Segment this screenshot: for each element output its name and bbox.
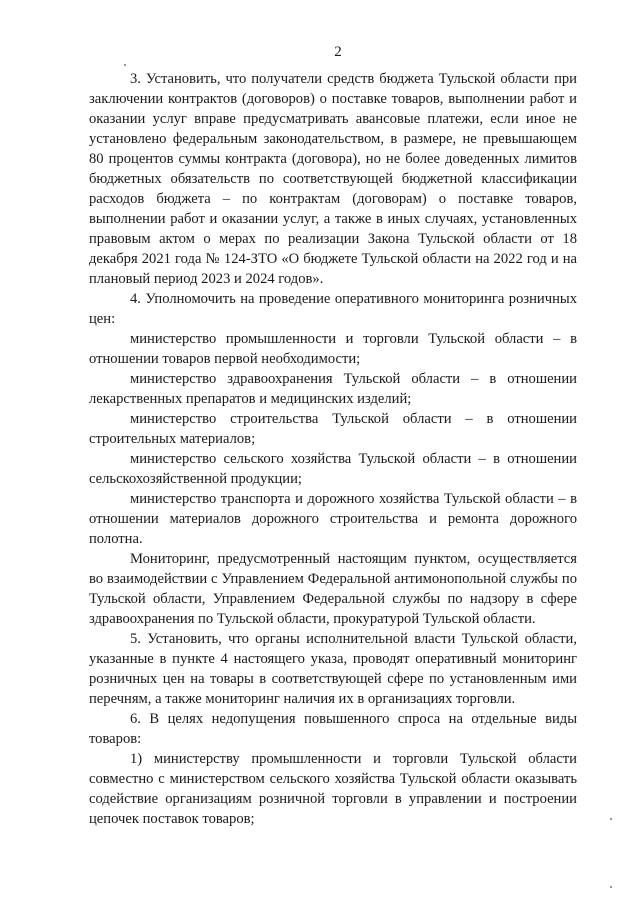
paragraph-5-executive-bodies: 5. Установить, что органы исполнительной власти Тульской области, указанные в пункте 4 настоящего указа, проводят оперативный мониторинг розничных цен на товары в соответствующей сфере по установленным ими перечням, а также мониторинг наличия их в организациях торговли. <box>89 631 577 707</box>
item-ministry-industry-trade: министерство промышленности и торговли Тульской области – в отношении товаров первой необходимости; <box>89 331 577 367</box>
subitem-1-supply-chains: 1) министерству промышленности и торговли Тульской области совместно с министерством сельского хозяйства Тульской области оказывать содействие организациям розничной торговли в управлении и построении цепочек поставок товаров; <box>89 751 577 827</box>
paragraph-3-advance-payments: 3. Установить, что получатели средств бюджета Тульской области при заключении контрактов (договоров) о поставке товаров, выполнении работ и оказании услуг вправе предусматривать авансовые платежи, если иное не установлено федеральным законодательством, в размере, не превышающем 80 процентов суммы контракта (договора), но не более доведенных лимитов бюджетных обязательств по соответствующей бюджетной классификации расходов бюджета – по контрактам (договорам) о поставке товаров, выполнении работ и оказании услуг, а также в иных случаях, установленных правовым актом о мерах по реализации Закона Тульской области от 18 декабря 2021 года № 124-ЗТО «О бюджете Тульской области на 2022 год и на плановый период 2023 и 2024 годов». <box>89 71 577 287</box>
scan-speck <box>610 818 612 820</box>
item-ministry-construction: министерство строительства Тульской области – в отношении строительных материалов; <box>89 411 577 447</box>
scan-speck <box>610 886 612 888</box>
item-ministry-health: министерство здравоохранения Тульской области – в отношении лекарственных препаратов и медицинских изделий; <box>89 371 577 407</box>
page-number: 2 <box>334 44 342 60</box>
paragraph-4-monitoring-authority: 4. Уполномочить на проведение оперативного мониторинга розничных цен: <box>89 291 577 327</box>
paragraph-6-demand-prevention: 6. В целях недопущения повышенного спроса на отдельные виды товаров: <box>89 711 577 747</box>
item-ministry-transport: министерство транспорта и дорожного хозяйства Тульской области – в отношении материалов дорожного строительства и ремонта дорожного полотна. <box>89 491 577 547</box>
document-body <box>89 69 577 829</box>
paragraph-monitoring-cooperation: Мониторинг, предусмотренный настоящим пунктом, осуществляется во взаимодействии с Управлением Федеральной антимонопольной службы по Тульской области, Управлением Федеральной службы по надзору в сфере здравоохранения по Тульской области, прокуратурой Тульской области. <box>89 551 577 627</box>
scan-speck <box>124 64 126 66</box>
item-ministry-agriculture: министерство сельского хозяйства Тульской области – в отношении сельскохозяйственной продукции; <box>89 451 577 487</box>
